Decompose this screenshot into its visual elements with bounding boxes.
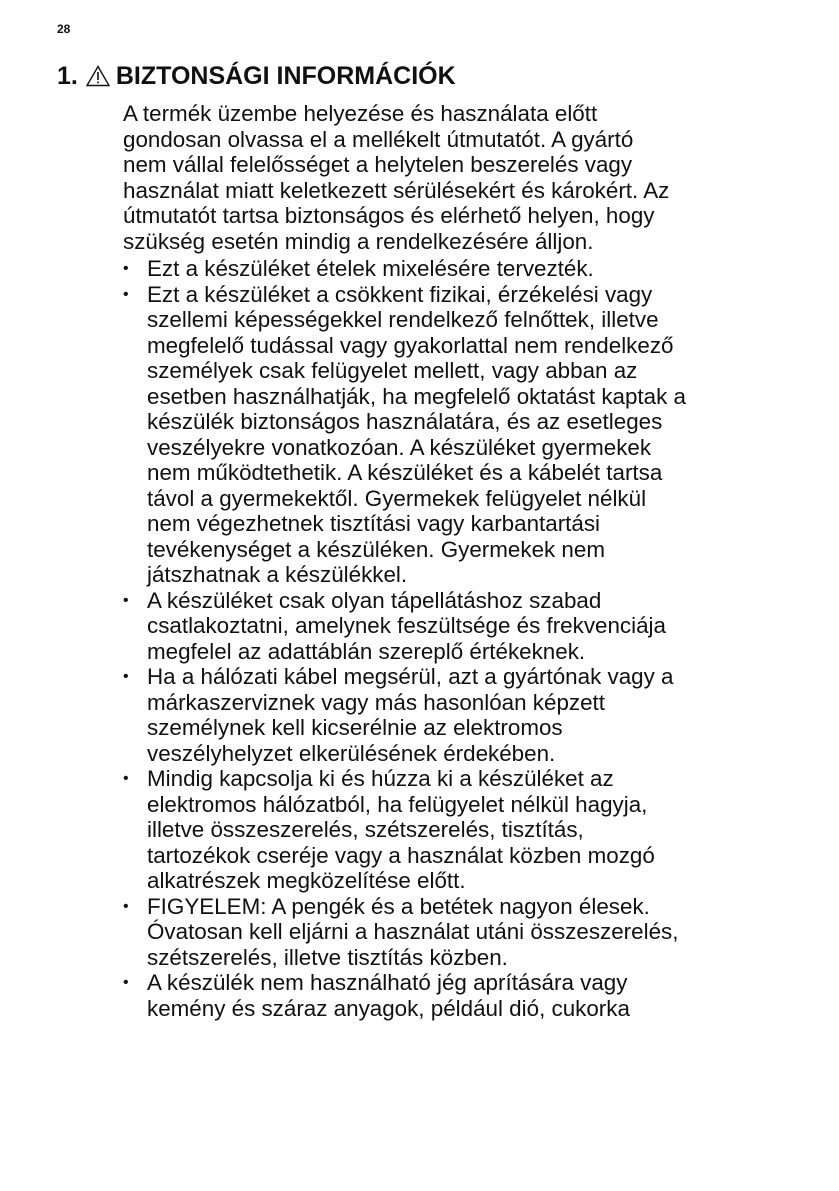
list-item-line: márkaszerviznek vagy más hasonlóan képzett [147,689,605,715]
safety-list [123,256,803,1021]
bullet-icon: • [123,770,129,787]
list-item-line: szétszerelés, illetve tisztítás közben. [147,944,508,970]
list-item [123,256,803,282]
list-item-line: A készüléket csak olyan tápellátáshoz szabad [147,587,602,613]
list-item-line: esetben használhatják, ha megfelelő oktatást kaptak a [147,383,686,409]
list-item [123,664,803,766]
list-item-line: kemény és száraz anyagok, például dió, cukorka [147,995,630,1021]
list-item-line: tevékenységet a készüléken. Gyermekek nem [147,536,605,562]
section-heading [57,61,456,91]
list-item-line: személyek csak felügyelet mellett, vagy abban az [147,358,638,383]
list-item [123,894,803,971]
section-title: BIZTONSÁGI INFORMÁCIÓK [115,62,456,90]
list-item-line: nem működtethetik. A készüléket és a kábelét tartsa [147,460,663,485]
list-item-line: FIGYELEM: A pengék és a betétek nagyon élesek. [147,893,650,919]
intro-line: nem vállal felelősséget a helytelen beszerelés vagy [123,152,633,177]
list-item-line: távol a gyermekektől. Gyermekek felügyelet nélkül [147,485,647,511]
intro-line: A termék üzembe helyezése és használata előtt [123,101,598,126]
list-item-line: A készülék nem használható jég aprítására vagy [147,970,628,995]
section-number: 1. [57,62,78,90]
list-item-line: veszélyekre vonatkozóan. A készüléket gyermekek [147,434,652,460]
intro-line: használat miatt keletkezett sérülésekért és károkért. Az [123,177,670,203]
list-item-line: alkatrészek megközelítése előtt. [147,868,466,893]
list-item-line: Ezt a készüléket a csökkent fizikai, érzékelési vagy [147,281,653,307]
intro-paragraph [123,101,803,254]
bullet-icon: • [123,974,129,991]
bullet-icon: • [123,668,129,685]
page-number: 28 [57,22,71,36]
list-item-line: illetve összeszerelés, szétszerelés, tisztítás, [147,817,584,842]
list-item-line: Óvatosan kell eljárni a használat utáni összeszerelés, [147,919,679,944]
intro-line: szükség esetén mindig a rendelkezésére álljon. [123,228,594,254]
bullet-icon: • [123,591,129,609]
list-item-line: játszhatnak a készülékkel. [147,562,408,587]
list-item [123,970,803,1021]
list-item-line: tartozékok cseréje vagy a használat közben mozgó [147,842,655,868]
bullet-icon: • [123,285,129,303]
list-item-line: megfelelő tudással vagy gyakorlattal nem rendelkező [147,332,674,358]
list-item-line: megfelel az adattáblán szereplő értékeknek. [147,638,586,664]
bullet-icon: • [123,260,129,277]
intro-line: útmutatót tartsa biztonságos és elérhető helyen, hogy [123,203,655,228]
list-item-line: Ezt a készüléket ételek mixelésére tervezték. [147,256,594,281]
list-item [123,588,803,665]
list-item-line: csatlakoztatni, amelynek feszültsége és frekvenciája [147,613,666,638]
intro-line: gondosan olvassa el a mellékelt útmutatót. A gyártó [123,126,634,152]
list-item-line: elektromos hálózatból, ha felügyelet nélkül hagyja, [147,791,648,817]
list-item [123,766,803,894]
list-item-line: Mindig kapcsolja ki és húzza ki a készüléket az [147,766,614,791]
list-item-line: Ha a hálózati kábel megsérül, azt a gyártónak vagy a [147,664,674,689]
warning-triangle-icon [86,64,110,86]
list-item-line: készülék biztonságos használatára, és az esetleges [147,409,663,434]
section-body [123,101,803,1021]
bullet-icon: • [123,897,129,915]
list-item-line: nem végezhetnek tisztítási vagy karbantartási [147,511,601,536]
list-item-line: személynek kell kicserélnie az elektromos [147,715,563,740]
list-item [123,282,803,588]
list-item-line: veszélyhelyzet elkerülésének érdekében. [147,740,556,766]
list-item-line: szellemi képességekkel rendelkező felnőttek, illetve [147,307,659,332]
